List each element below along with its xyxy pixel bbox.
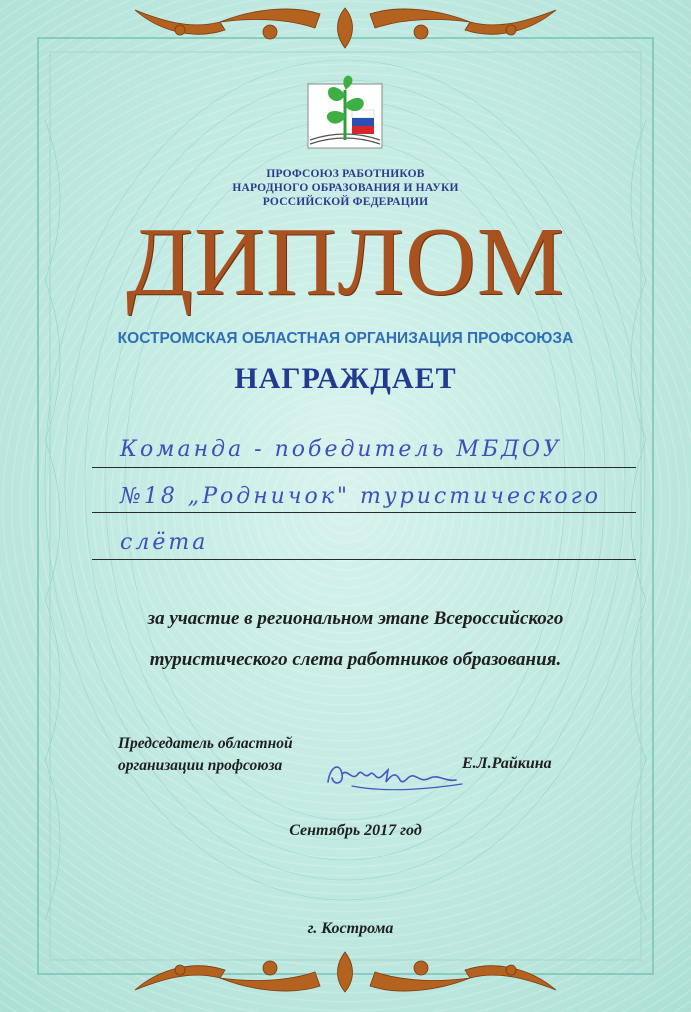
awards-heading: НАГРАЖДАЕТ [234,362,457,395]
chair-title-line2: организации профсоюза [118,757,283,774]
recipient-line1: Команда - победитель МБДОУ [120,437,562,462]
recipient-underline-3 [92,559,636,560]
union-name-line1: ПРОФСОЮЗ РАБОТНИКОВ [266,168,425,180]
recipient-underline-1 [92,467,636,468]
issue-date: Сентябрь 2017 год [289,822,422,839]
reason-line1: за участие в региональном этапе Всероссийского [147,608,564,629]
union-logo-icon [302,70,388,156]
recipient-line2: №18 „Родничок" туристического [120,484,602,509]
union-name-line2: НАРОДНОГО ОБРАЗОВАНИЯ И НАУКИ [232,182,459,194]
reason-line2: туристического слета работников образования. [149,649,562,670]
union-name-line3: РОССИЙСКОЙ ФЕДЕРАЦИИ [262,196,429,208]
organization-name: КОСТРОМСКАЯ ОБЛАСТНАЯ ОРГАНИЗАЦИЯ ПРОФСОЮЗА [117,330,574,347]
recipient-line3: слёта [120,530,209,555]
top-ornament [120,0,571,60]
signature-icon [322,752,472,794]
recipient-underline-2 [92,512,636,513]
bottom-ornament [120,940,571,1000]
chair-title-line1: Председатель областной [118,735,293,752]
chair-name: Е.Л.Райкина [462,755,552,772]
issue-city: г. Кострома [307,920,394,937]
diploma-title: ДИПЛОМ [126,208,565,316]
